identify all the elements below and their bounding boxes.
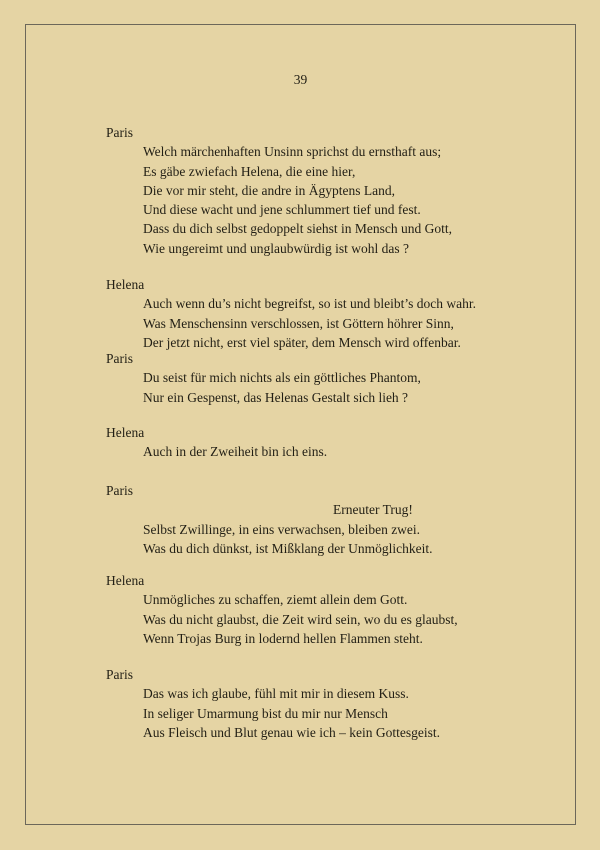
speech-paris-2 [106, 349, 555, 407]
speech-line: Wenn Trojas Burg in lodernd hellen Flammen steht. [143, 630, 423, 646]
speech-line: Auch in der Zweiheit bin ich eins. [143, 444, 328, 460]
speech-line: Wie ungereimt und unglaubwürdig ist wohl das ? [143, 240, 410, 256]
speech-line: Es gäbe zwiefach Helena, die eine hier, [143, 163, 356, 179]
speaker-name: Helena [106, 277, 145, 292]
speech-line: Was Menschensinn verschlossen, ist Göttern höhrer Sinn, [143, 315, 454, 331]
speaker-name: Paris [106, 125, 133, 140]
speech-line: Dass du dich selbst gedoppelt siehst in Mensch und Gott, [143, 221, 452, 237]
speaker-name: Helena [106, 573, 145, 588]
speech-paris-1 [106, 123, 555, 258]
page-number: 39 [293, 72, 308, 87]
speaker-name: Helena [106, 425, 145, 440]
speech-paris-4 [106, 665, 555, 742]
speech-helena-3 [106, 571, 555, 648]
speaker-name: Paris [106, 351, 133, 366]
speech-line: In seliger Umarmung bist du mir nur Mensch [143, 705, 388, 721]
speech-line: Welch märchenhaften Unsinn sprichst du ernsthaft aus; [143, 144, 442, 160]
speech-line: Unmögliches zu schaffen, ziemt allein dem Gott. [143, 592, 408, 608]
speech-line: Der jetzt nicht, erst viel später, dem Mensch wird offenbar. [143, 334, 461, 350]
speech-paris-3 [106, 481, 555, 558]
speech-line: Was du dich dünkst, ist Mißklang der Unmöglichkeit. [143, 540, 433, 556]
speech-line: Was du nicht glaubst, die Zeit wird sein, wo du es glaubst, [143, 611, 458, 627]
speaker-name: Paris [106, 667, 133, 682]
speech-line: Selbst Zwillinge, in eins verwachsen, bleiben zwei. [143, 521, 421, 537]
speech-line: Das was ich glaube, fühl mit mir in diesem Kuss. [143, 686, 409, 702]
speech-line: Du seist für mich nichts als ein göttliches Phantom, [143, 370, 421, 386]
speaker-name: Paris [106, 483, 133, 498]
speech-line: Auch wenn du’s nicht begreifst, so ist und bleibt’s doch wahr. [143, 296, 476, 312]
speech-line: Nur ein Gespenst, das Helenas Gestalt sich lieh ? [143, 389, 409, 405]
speech-line: Die vor mir steht, die andre in Ägyptens Land, [143, 182, 395, 198]
speech-line: Aus Fleisch und Blut genau wie ich – kein Gottesgeist. [143, 724, 440, 740]
speech-line-half-verse: Erneuter Trug! [333, 502, 413, 518]
speech-helena-1 [106, 275, 555, 352]
speech-helena-2 [106, 423, 555, 462]
page-border-frame [25, 24, 576, 825]
speech-line: Und diese wacht und jene schlummert tief und fest. [143, 202, 421, 218]
